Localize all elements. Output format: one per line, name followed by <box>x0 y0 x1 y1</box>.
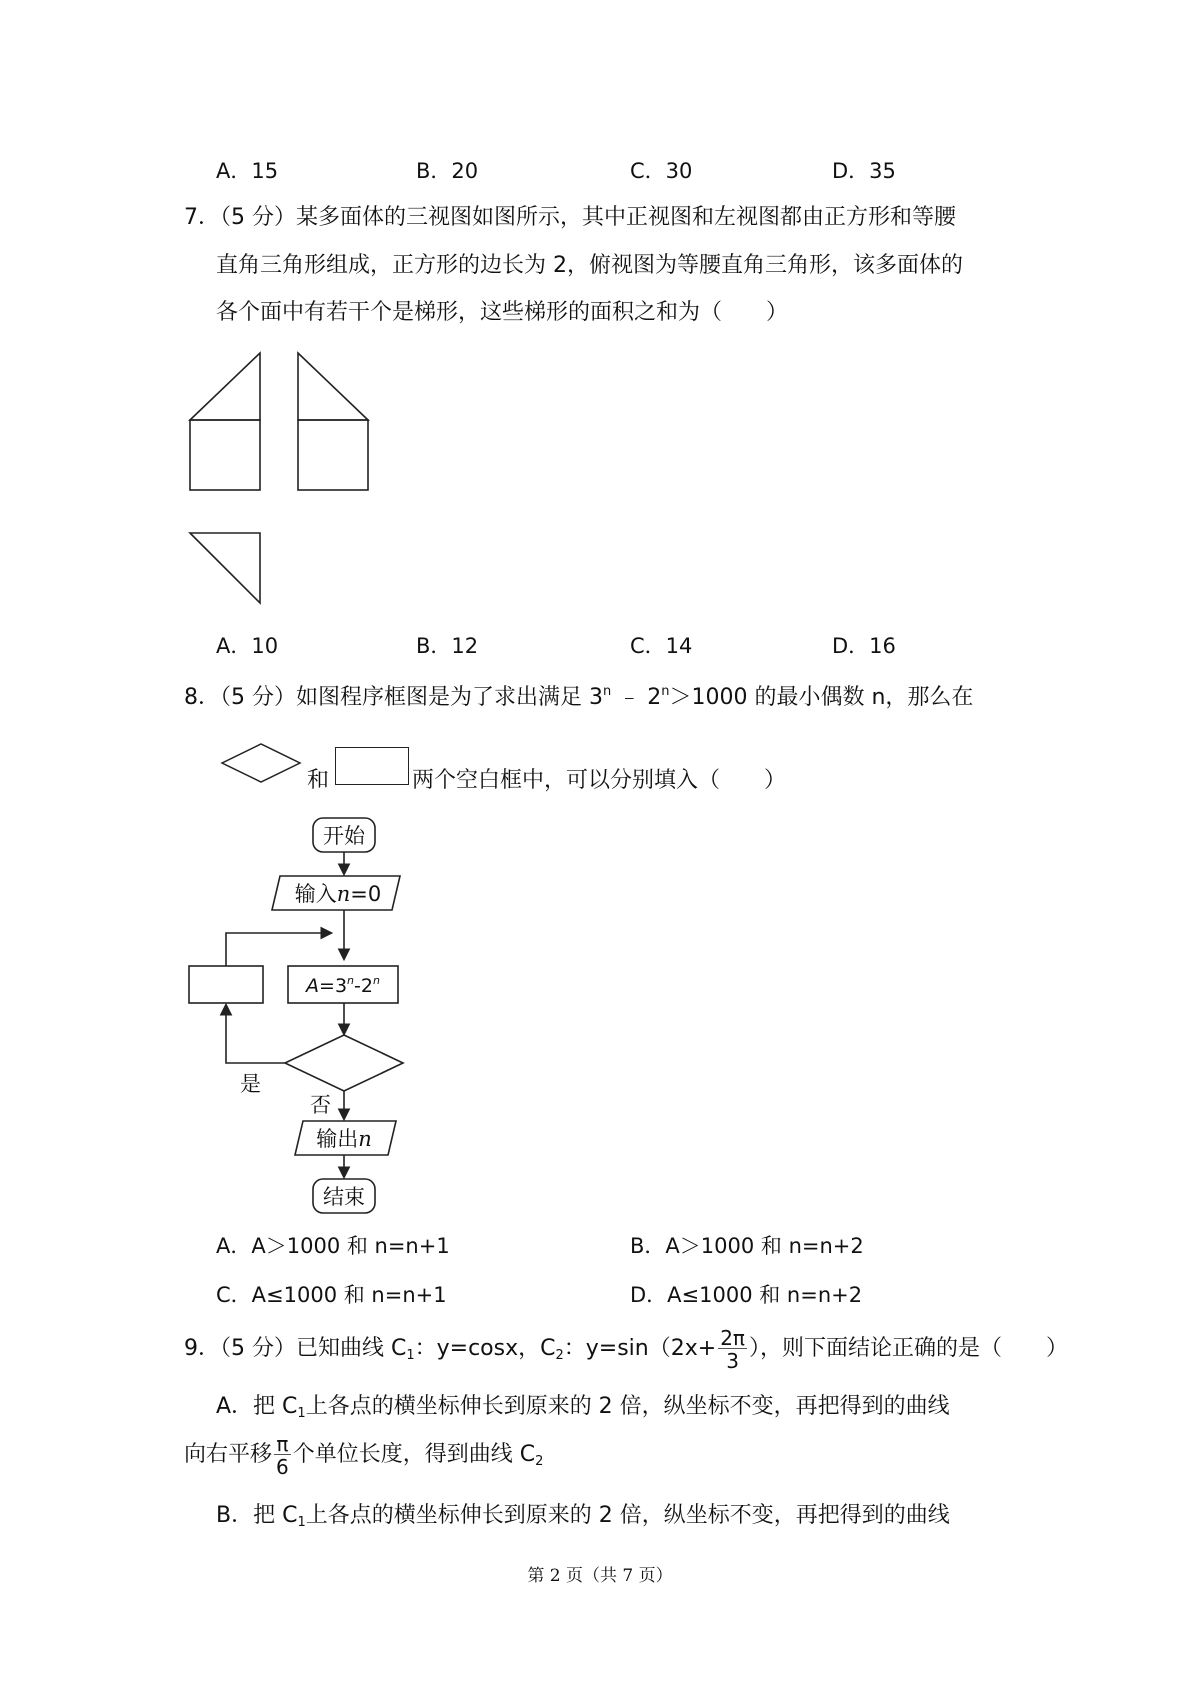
blank-diamond-icon <box>220 741 302 785</box>
q9-a-fraction-numerator: π <box>276 1431 289 1456</box>
q9-stem-text-d: ），则下面结论正确的是（ ） <box>748 1336 1068 1361</box>
q8-option-b: B．A＞1000 和 n=n+2 <box>630 1234 864 1258</box>
q8-stem-text-b: ＞1000 的最小偶数 n，那么在 <box>669 685 974 710</box>
flow-end-label: 结束 <box>323 1185 365 1209</box>
q9-stem <box>184 1324 1068 1381</box>
q6-option-d: D．35 <box>832 159 896 183</box>
front-view-square <box>190 420 260 490</box>
q9-a-text-a: A．把 C <box>216 1394 298 1419</box>
flow-yes-label: 是 <box>240 1072 261 1096</box>
q8-stem-line-1 <box>184 685 973 709</box>
q7-stem-line-1: 7．（5 分）某多面体的三视图如图所示，其中正视图和左视图都由正方形和等腰 <box>184 205 956 230</box>
flow-assign-label: $A=3^n-2^n$ <box>306 974 380 997</box>
flow-input-label: 输入n=0 <box>294 882 382 906</box>
q8-option-a: A．A＞1000 和 n=n+1 <box>216 1234 450 1258</box>
q7-option-b: B．12 <box>416 634 479 658</box>
q8-exp-2: n <box>661 684 670 699</box>
q8-base-2: 2 <box>647 685 662 710</box>
q7-option-c: C．14 <box>630 634 693 658</box>
page-footer: 第 2 页（共 7 页） <box>527 1566 673 1586</box>
q9-stem-text-b: ：y=cosx，C <box>414 1336 556 1361</box>
q9-option-a-line-2 <box>184 1430 543 1487</box>
q7-stem-line-2: 直角三角形组成，正方形的边长为 2，俯视图为等腰直角三角形，该多面体的 <box>216 253 963 278</box>
q8-stem-text-a: 8．（5 分）如图程序框图是为了求出满足 <box>184 685 582 710</box>
front-view-triangle <box>190 353 260 420</box>
q8-exp-1: n <box>603 684 612 699</box>
q8-and-label: 和 <box>307 768 330 793</box>
side-view-triangle <box>298 353 368 420</box>
q9-a-c1-subscript: 1 <box>297 1406 306 1421</box>
q7-option-d: D．16 <box>832 634 896 658</box>
top-view-triangle <box>190 533 260 603</box>
q9-b-text-a: B．把 C <box>216 1503 298 1528</box>
q7-stem-line-3: 各个面中有若干个是梯形，这些梯形的面积之和为（ ） <box>216 300 789 325</box>
q6-option-c: C．30 <box>630 159 693 183</box>
blank-rectangle-icon <box>335 747 409 785</box>
q6-option-a: A．15 <box>216 159 279 183</box>
q9-c1-subscript: 1 <box>406 1348 415 1363</box>
q9-a-text-b: 上各点的横坐标伸长到原来的 2 倍，纵坐标不变，再把得到的曲线 <box>305 1394 950 1419</box>
flow-start-label: 开始 <box>323 824 365 848</box>
q9-a-text-d: 个单位长度，得到曲线 C <box>292 1442 536 1467</box>
q9-fraction-numerator: 2π <box>720 1325 745 1350</box>
q9-a-c2-subscript: 2 <box>535 1454 544 1469</box>
q9-option-b-line-1 <box>216 1505 950 1529</box>
flow-output-label: 输出n <box>316 1127 372 1151</box>
q9-stem-text-c: ：y=sin（2x+ <box>563 1336 717 1361</box>
q9-a-fraction-denominator: 6 <box>276 1454 289 1479</box>
q9-fraction-denominator: 3 <box>718 1348 747 1371</box>
flow-no-label: 否 <box>310 1093 331 1117</box>
side-view-square <box>298 420 368 490</box>
q6-option-b: B．20 <box>416 159 479 183</box>
q8-minus: ﹣ <box>611 685 648 710</box>
q9-stem-text-a: 9．（5 分）已知曲线 C <box>184 1336 407 1361</box>
q9-a-fraction <box>274 1431 291 1479</box>
three-view-figure <box>180 345 390 615</box>
q9-fraction <box>718 1325 747 1373</box>
q9-c2-subscript: 2 <box>555 1348 564 1363</box>
q8-base-3: 3 <box>589 685 603 710</box>
q9-b-c1-subscript: 1 <box>297 1515 306 1530</box>
q8-stem-line-2: 两个空白框中，可以分别填入（ ） <box>412 768 787 793</box>
q9-b-text-b: 上各点的横坐标伸长到原来的 2 倍，纵坐标不变，再把得到的曲线 <box>305 1503 950 1528</box>
flow-blank-process-box <box>189 966 263 1003</box>
q9-a-text-c: 向右平移 <box>184 1442 273 1467</box>
q8-option-c: C．A≤1000 和 n=n+1 <box>216 1283 447 1307</box>
q7-option-a: A．10 <box>216 634 279 658</box>
q9-option-a-line-1 <box>216 1396 950 1420</box>
flow-decision-node <box>285 1035 403 1091</box>
program-flowchart <box>180 815 420 1225</box>
q8-option-d: D．A≤1000 和 n=n+2 <box>630 1283 863 1307</box>
